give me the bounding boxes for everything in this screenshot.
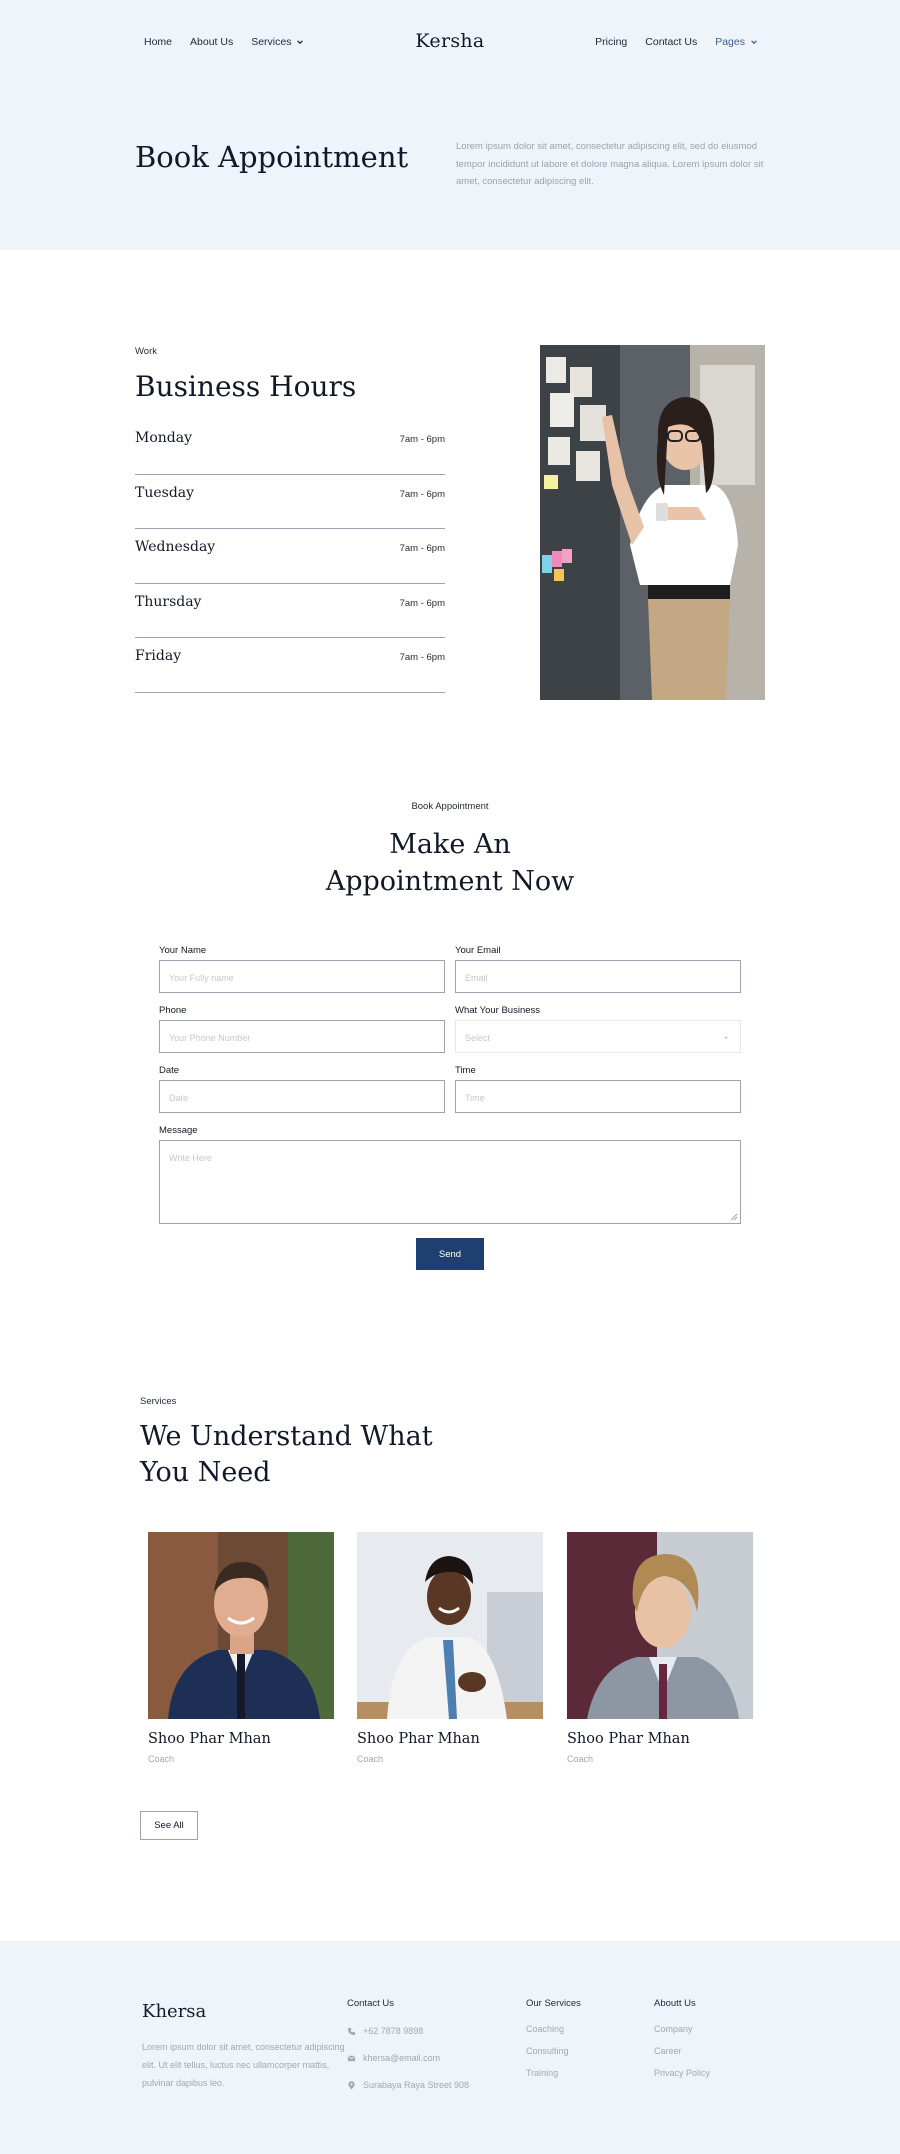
hours-row: [135, 529, 445, 584]
hours-row: [135, 638, 445, 693]
appointment-title-line1: Make An: [389, 829, 511, 860]
business-label: What Your Business: [455, 1005, 541, 1016]
footer-services-heading: Our Services: [526, 1998, 581, 2009]
footer-link-company[interactable]: Company: [654, 2024, 693, 2034]
coach-card[interactable]: [567, 1532, 753, 1764]
phone-icon: [347, 2027, 356, 2036]
footer-about-heading: Aboutt Us: [654, 1998, 696, 2009]
footer-brand[interactable]: Khersa: [142, 2001, 207, 2022]
hours-row: [135, 420, 445, 475]
see-all-button[interactable]: See All: [140, 1811, 198, 1840]
footer-link-training[interactable]: Training: [526, 2068, 559, 2078]
time-label: Time: [455, 1065, 476, 1076]
services-title-line1: We Understand What: [140, 1421, 433, 1452]
coach-name: Shoo Phar Mhan: [567, 1731, 690, 1747]
nav-contact-link[interactable]: Contact Us: [645, 36, 698, 48]
hours-time: 7am - 6pm: [399, 652, 445, 663]
hours-eyebrow: Work: [135, 346, 157, 357]
time-input[interactable]: Time: [455, 1080, 741, 1113]
date-label: Date: [159, 1065, 180, 1076]
footer: [0, 1941, 900, 2154]
coach-role: Coach: [567, 1754, 594, 1764]
businesswoman-photo: [540, 345, 765, 700]
email-label: Your Email: [455, 945, 501, 956]
footer-address: [347, 2080, 469, 2090]
hours-day: Wednesday: [135, 539, 216, 555]
nav-home-link[interactable]: Home: [144, 36, 173, 48]
message-label: Message: [159, 1125, 198, 1136]
map-pin-icon: [347, 2081, 356, 2090]
hours-row: [135, 475, 445, 530]
coach-role: Coach: [357, 1754, 384, 1764]
phone-label: Phone: [159, 1005, 187, 1016]
resize-handle-icon[interactable]: [730, 1213, 738, 1221]
coach-photo: [148, 1532, 334, 1719]
hours-time: 7am - 6pm: [399, 597, 445, 609]
footer-link-career[interactable]: Career: [654, 2046, 682, 2056]
footer-email[interactable]: [347, 2053, 440, 2063]
coach-card[interactable]: [148, 1532, 334, 1764]
coach-name: Shoo Phar Mhan: [357, 1731, 480, 1747]
hours-time: 7am - 6pm: [399, 543, 445, 554]
name-label: Your Name: [159, 945, 207, 956]
footer-contact-heading: Contact Us: [347, 1998, 394, 2009]
hours-time: 7am - 6pm: [399, 434, 445, 445]
hours-day: Tuesday: [135, 484, 195, 501]
footer-address-text: Surabaya Raya Street 908: [363, 2080, 470, 2090]
date-input[interactable]: Date: [159, 1080, 445, 1113]
business-select[interactable]: [455, 1020, 741, 1053]
name-input[interactable]: Your Fully name: [159, 960, 445, 993]
send-button[interactable]: Send: [416, 1238, 484, 1270]
services-title: [140, 1419, 460, 1491]
appointment-title: [0, 826, 900, 900]
hours-day: Thursday: [135, 593, 202, 610]
brand-logo[interactable]: Kersha: [415, 30, 485, 52]
nav-pricing-link[interactable]: Pricing: [595, 36, 628, 48]
coach-photo: [357, 1532, 543, 1719]
appointment-title-line2: Appointment Now: [325, 866, 575, 897]
footer-link-coaching[interactable]: Coaching: [526, 2024, 565, 2034]
page-title: Book Appointment: [135, 140, 409, 174]
nav-services-label: Services: [251, 36, 292, 48]
hero-section: [0, 0, 900, 250]
footer-link-privacy[interactable]: Privacy Policy: [654, 2068, 711, 2078]
coach-name: Shoo Phar Mhan: [148, 1731, 271, 1747]
phone-input[interactable]: Your Phone Number: [159, 1020, 445, 1053]
hours-row: [135, 584, 445, 639]
hours-title: Business Hours: [135, 370, 357, 403]
nav-pages-label: Pages: [715, 36, 745, 48]
nav-about-link[interactable]: About Us: [190, 36, 234, 48]
nav-right: [577, 36, 758, 48]
message-placeholder: Write Here: [169, 1153, 212, 1163]
chevron-down-icon: [750, 38, 758, 46]
footer-phone-text: +62 7878 9898: [363, 2026, 424, 2036]
hours-list: [135, 420, 445, 693]
message-textarea[interactable]: [159, 1140, 741, 1224]
business-select-value: Select: [465, 1033, 491, 1043]
hero-description: Lorem ipsum dolor sit amet, consectetur adipiscing elit, sed do eiusmod tempor incididunt ut labore et dolore magna aliqua. Lorem ipsum dolor sit amet, consectetur adipiscing elit.: [456, 141, 764, 187]
footer-link-consulting[interactable]: Consulting: [526, 2046, 569, 2056]
email-input[interactable]: Email: [455, 960, 741, 993]
services-eyebrow: Services: [140, 1396, 177, 1407]
hours-day: Friday: [135, 648, 182, 664]
coach-card[interactable]: [357, 1532, 543, 1764]
hours-time: 7am - 6pm: [399, 488, 445, 500]
coach-photo: [567, 1532, 753, 1719]
footer-phone[interactable]: [347, 2026, 423, 2036]
services-title-line2: You Need: [140, 1457, 271, 1488]
appointment-eyebrow: Book Appointment: [411, 801, 489, 812]
coach-role: Coach: [148, 1754, 175, 1764]
footer-description: Lorem ipsum dolor sit amet, consectetur adipiscing elit. Ut elit tellus, luctus nec ullamcorper mattis, pulvinar dapibus leo.: [142, 2042, 345, 2088]
footer-email-text: khersa@email.com: [363, 2053, 441, 2063]
caret-down-icon: [722, 1034, 730, 1042]
nav-pages-link[interactable]: [715, 36, 758, 48]
hours-day: Monday: [135, 430, 192, 446]
envelope-icon: [347, 2054, 356, 2063]
